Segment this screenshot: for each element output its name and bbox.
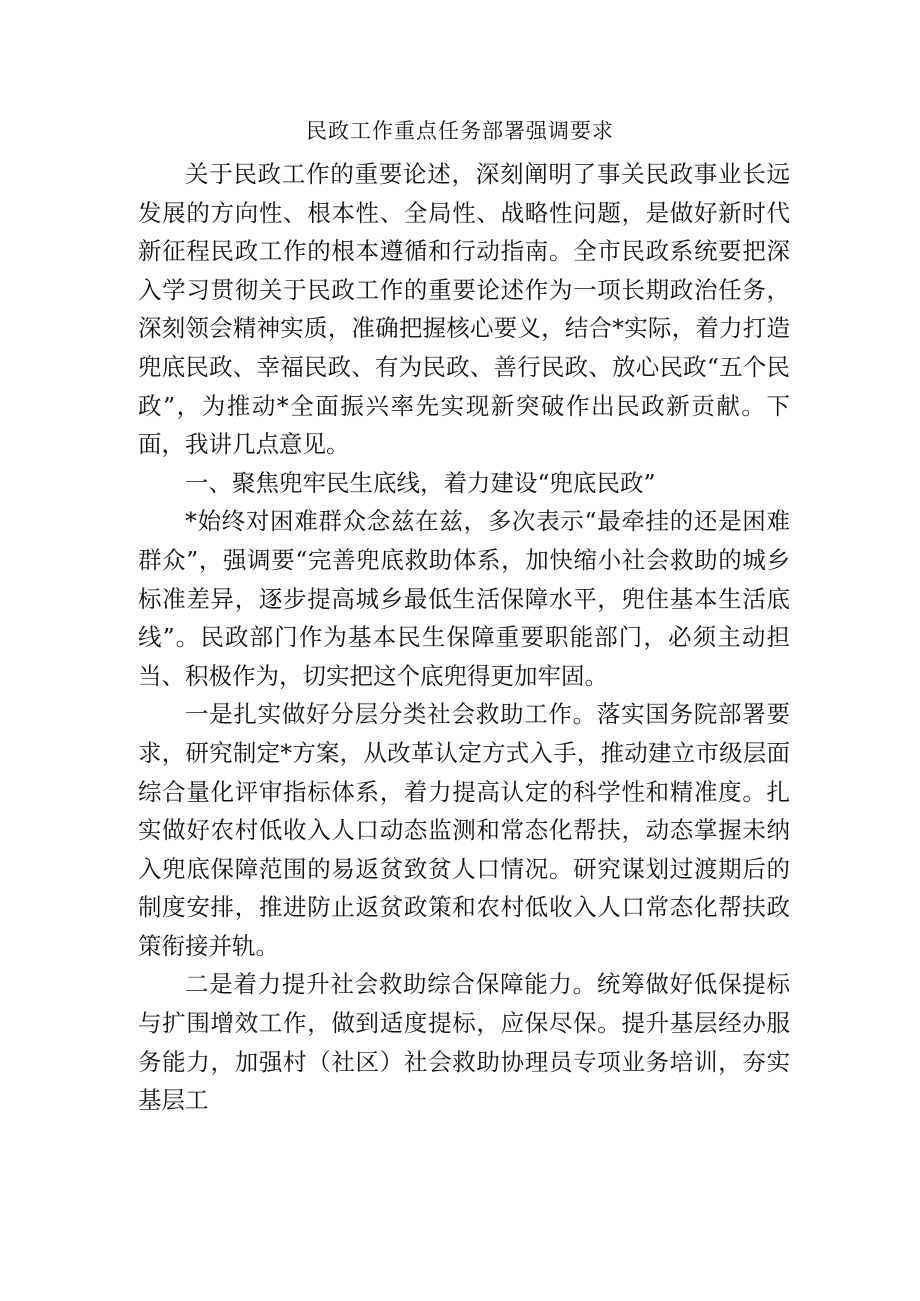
point-2-paragraph: 二是着力提升社会救助综合保障能力。统筹做好低保提标与扩围增效工作，做到适度提标，应保尽保。提升基层经办服务能力，加强村（社区）社会救助协理员专项业务培训，夯实基层工 xyxy=(138,970,790,1115)
section-1-paragraph: *始终对困难群众念兹在兹，多次表示“最牵挂的还是困难群众”，强调要“完善兜底救助体系，加快缩小社会救助的城乡标准差异，逐步提高城乡最低生活保障水平，兜住基本生活底线”。民政部门作为基本民生保障重要职能部门，必须主动担当、积极作为，切实把这个底兜得更加牢固。 xyxy=(138,507,790,690)
document-body xyxy=(138,155,790,1120)
section-heading-1: 一、聚焦兜牢民生底线，着力建设“兜底民政” xyxy=(185,468,656,497)
document-title: 民政工作重点任务部署强调要求 xyxy=(306,119,614,143)
intro-paragraph: 关于民政工作的重要论述，深刻阐明了事关民政事业长远发展的方向性、根本性、全局性、战略性问题，是做好新时代新征程民政工作的根本遵循和行动指南。全市民政系统要把深入学习贯彻关于民政工作的重要论述作为一项长期政治任务，深刻领会精神实质，准确把握核心要义，结合*实际，着力打造兜底民政、幸福民政、有为民政、善行民政、放心民政“五个民政”，为推动*全面振兴率先实现新突破作出民政新贡献。下面，我讲几点意见。 xyxy=(138,160,790,459)
point-1-paragraph: 一是扎实做好分层分类社会救助工作。落实国务院部署要求，研究制定*方案，从改革认定方式入手，推动建立市级层面综合量化评审指标体系，着力提高认定的科学性和精准度。扎实做好农村低收入人口动态监测和常态化帮扶，动态掌握未纳入兜底保障范围的易返贫致贫人口情况。研究谋划过渡期后的制度安排，推进防止返贫政策和农村低收入人口常态化帮扶政策衔接并轨。 xyxy=(138,700,790,960)
